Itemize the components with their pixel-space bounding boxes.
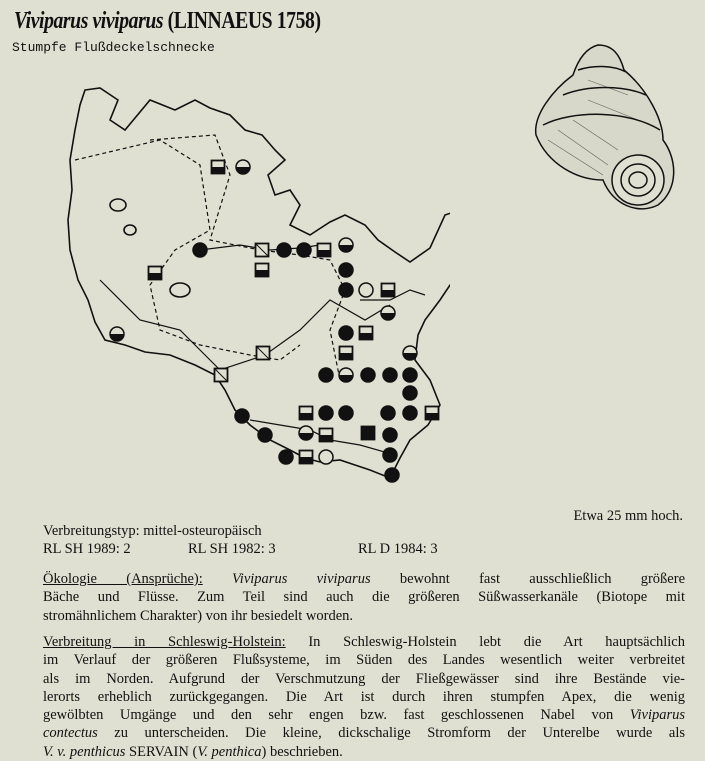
- text-line: Bäche und Flüsse. Zum Teil sind auch die größeren Süßwasserkanäle (Biotope mit: [43, 589, 685, 606]
- text-line: ) beschrieben.: [261, 743, 343, 760]
- record-marker: [361, 368, 375, 382]
- record-marker: [383, 448, 397, 462]
- text-line: SERVAIN (: [129, 743, 198, 760]
- record-marker: [339, 326, 353, 340]
- record-marker: [359, 283, 373, 297]
- shell-illustration: [528, 40, 683, 215]
- text-line: lerorts erheblich zurückgegangen. Die Art ist durch ihren stumpfen Apex, die wenig: [43, 688, 685, 705]
- record-marker: [235, 409, 249, 423]
- distribution-paragraph: [43, 633, 685, 761]
- synonym-italic: V. penthica: [197, 743, 262, 760]
- record-marker: [297, 243, 311, 257]
- record-marker: [277, 243, 291, 257]
- record-marker: [256, 264, 269, 277]
- record-marker: [193, 243, 207, 257]
- species-name: Viviparus viviparus: [14, 8, 164, 34]
- distribution-type: Verbreitungstyp: mittel-osteuropäisch: [43, 523, 262, 539]
- record-marker: [318, 244, 331, 257]
- record-marker: [426, 407, 439, 420]
- text-line: zu unterscheiden. Die kleine, dickschalige Stromform der Unterelbe wurde als: [114, 725, 686, 742]
- species-author: (LINNAEUS 1758): [167, 8, 321, 34]
- record-marker: [403, 406, 417, 420]
- red-list-sh-1989: RL SH 1989: 2: [43, 541, 131, 557]
- record-marker: [339, 406, 353, 420]
- record-marker: [299, 426, 313, 440]
- text-line: als im Norden. Aufgrund der Verschmutzung der Fließgewässer sind ihre Bestände vie-: [43, 670, 685, 687]
- record-marker: [381, 306, 395, 320]
- record-marker: [212, 161, 225, 174]
- classification-block: [43, 522, 438, 558]
- record-marker: [110, 327, 124, 341]
- text-line: im Verlauf der größeren Flußsysteme, im Süden des Landes wesentlich weiter verbreitet: [43, 652, 685, 669]
- record-marker: [279, 450, 293, 464]
- distribution-map: [60, 70, 450, 495]
- record-marker: [300, 407, 313, 420]
- record-marker: [300, 451, 313, 464]
- page-title: [14, 8, 321, 35]
- ecology-heading: Ökologie (Ansprüche):: [43, 571, 203, 587]
- record-marker: [403, 368, 417, 382]
- record-marker: [256, 244, 269, 257]
- record-marker: [360, 327, 373, 340]
- record-marker: [339, 263, 353, 277]
- subspecies-italic: V. v. penthicus: [43, 743, 126, 760]
- record-marker: [403, 386, 417, 400]
- species-italic: Viviparus viviparus: [232, 571, 371, 587]
- record-marker: [319, 406, 333, 420]
- record-marker: [383, 428, 397, 442]
- record-marker: [257, 347, 270, 360]
- record-marker: [339, 238, 353, 252]
- record-marker: [258, 428, 272, 442]
- record-marker: [381, 406, 395, 420]
- record-marker: [319, 368, 333, 382]
- record-marker: [339, 283, 353, 297]
- record-marker: [382, 284, 395, 297]
- text-line: gewölbten Umgänge und den sehr engen bzw. fast geschlossenen Nabel von: [43, 707, 614, 724]
- red-list-d-1984: RL D 1984: 3: [358, 541, 438, 557]
- record-marker: [319, 450, 333, 464]
- size-note: Etwa 25 mm hoch.: [573, 508, 683, 524]
- distribution-heading: Verbreitung in Schleswig-Holstein:: [43, 634, 286, 650]
- text-line: bewohnt fast ausschließlich größere: [399, 571, 686, 587]
- record-marker: [320, 429, 333, 442]
- common-name: Stumpfe Flußdeckelschnecke: [12, 40, 215, 55]
- record-marker: [383, 368, 397, 382]
- red-list-sh-1982: RL SH 1982: 3: [188, 541, 276, 557]
- text-line: stromähnlichem Charakter) von ihr besiedelt worden.: [43, 607, 354, 624]
- text-line: In Schleswig-Holstein lebt die Art hauptsächlich: [308, 634, 685, 650]
- record-marker: [385, 468, 399, 482]
- record-marker: [236, 160, 250, 174]
- record-marker: [215, 369, 228, 382]
- record-marker: [403, 346, 417, 360]
- species-italic: contectus: [43, 725, 98, 742]
- species-italic: Viviparus: [629, 707, 686, 724]
- record-marker: [149, 267, 162, 280]
- record-marker: [362, 427, 375, 440]
- record-marker: [339, 368, 353, 382]
- ecology-paragraph: [43, 570, 685, 625]
- record-marker: [340, 347, 353, 360]
